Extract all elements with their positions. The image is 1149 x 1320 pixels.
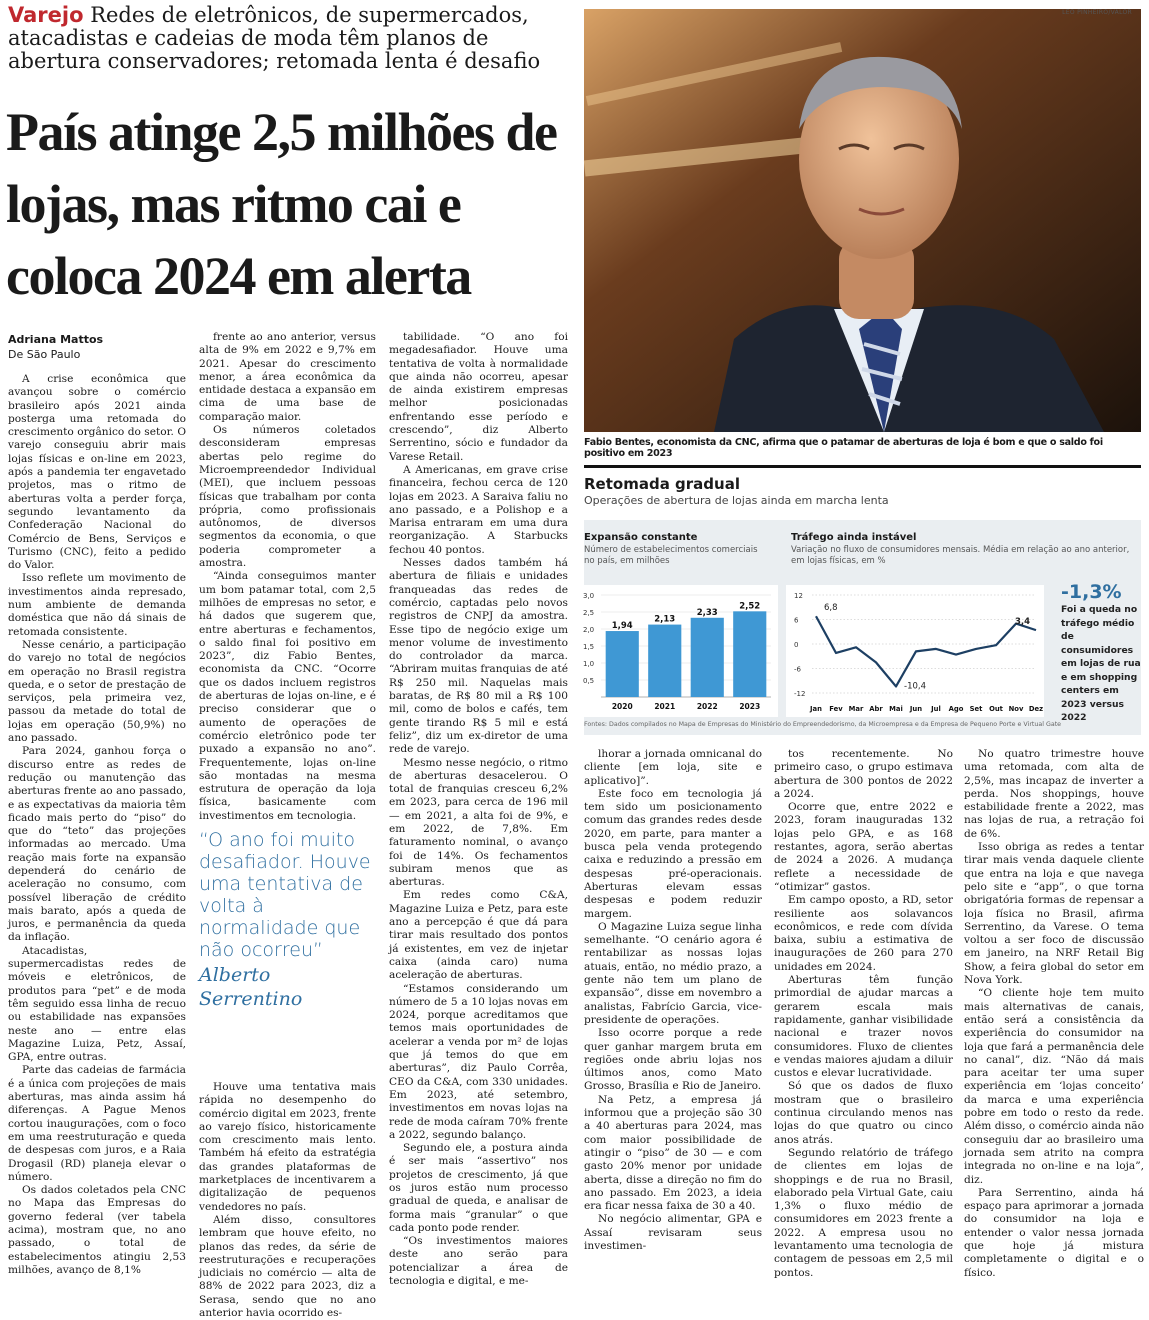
paragraph: Só que os dados de fluxo mostram que o brasileiro continua circulando menos nas lojas do que quatro ou cinco anos atrás.: [774, 1080, 953, 1146]
y-tick-label: -12: [794, 690, 806, 698]
photo-credit: LEO PINHEIRO/VALOR: [1062, 9, 1132, 16]
y-tick-label: 12: [794, 592, 803, 600]
y-tick-label: -6: [794, 665, 801, 674]
x-tick-label: Mai: [889, 705, 903, 713]
paragraph: tabilidade. “O ano foi megadesafiador. Houve uma tentativa de volta à normalidade que ainda não ocorreu, apesar de ainda existirem empresas melhor posicionadas enfrentando esse período e crescendo”, diz Alberto Serrentino, sócio e fundador da Varese Retail.: [389, 331, 568, 463]
y-tick-label: 3,0: [583, 592, 595, 600]
x-tick-label: 2021: [654, 702, 676, 711]
paragraph: Atacadistas, supermercadistas redes de móveis e eletrônicos, de produtos para “pet” e de moda têm seguido essa linha de recuo ou estabilidade nas expansões neste ano — entre elas Magazine Luiza, Petz, Assaí, GPA, entre outras.: [8, 944, 186, 1064]
graphic-title: Retomada gradual: [584, 475, 740, 493]
bar: [648, 625, 681, 697]
bar-value-label: 2,13: [654, 614, 676, 625]
highlight-value: -1,3%: [1061, 581, 1122, 603]
bar: [691, 618, 724, 697]
pull-quote-text: “O ano foi muito desafiador. Houve uma tentativa de volta à normalidade que não ocorreu”: [199, 829, 371, 961]
photo-caption: Fabio Bentes, economista da CNC, afirma que o patamar de aberturas de loja é bom e que o saldo foi positivo em 2023: [584, 437, 1103, 459]
paragraph: Mesmo nesse negócio, o ritmo de aberturas desacelerou. O total de franquias cresceu 6,2% em 2023, para cerca de 196 mil — em 2021, a alta foi de 9%, e em 2022, de 7,8%. Em faturamento nominal, o avanço foi de 14%. Os fechamentos subiram menos que as aberturas.: [389, 756, 568, 889]
bar: [733, 611, 766, 697]
x-tick-label: 2023: [739, 702, 761, 711]
x-tick-label: Ago: [948, 705, 964, 713]
paragraph: “Ainda conseguimos manter um bom patamar total, com 2,5 milhões de empresas no setor, e há dados que sugerem que, entre aberturas e fechamentos, o saldo final foi positivo em 2023”, diz Fabio Bentes, economista da CNC. “Ocorre que os dados incluem registros de aberturas de lojas on-line, e é preciso considerar que o aumento de operações de comércio eletrônico pode ter puxado a expansão no ano”. Frequentemente, lojas on-line são montadas na mesma estrutura de operação da loja física, basicamente com investimentos em tecnologia.: [199, 570, 376, 822]
paragraph: Isso reflete um movimento de investimentos ainda represado, num ambiente de demanda doméstica que não dá sinais de retomada consistente.: [8, 572, 186, 638]
paragraph: frente ao ano anterior, versus alta de 9% em 2022 e 9,7% em 2021. Apesar do crescimento menor, a área econômica da entidade destaca a expansão em cima de uma base de comparação maior.: [199, 331, 376, 423]
paragraph: No quatro trimestre houve uma retomada, com alta de 2,5%, mas incapaz de inverter a perda. Nos shoppings, houve estabilidade frente a 2022, mas nas lojas de rua, a retração foi de 6%.: [964, 748, 1144, 840]
portrait-illustration: [584, 9, 1141, 432]
bar-chart-title: Expansão constante: [584, 532, 698, 543]
series-line: [816, 616, 1036, 686]
paragraph: Houve uma tentativa mais rápida no desempenho do comércio digital em 2023, frente ao varejo físico, historicamente com crescimento mais lento. Também há efeito da estratégia das grandes plataformas de marketplaces de incentivarem a digitalização de pequenos vendedores no país.: [199, 1080, 376, 1213]
section-rule: [584, 465, 1141, 468]
line-chart-subtitle: Variação no fluxo de consumidores mensais. Média em relação ao ano anterior, em lojas físicas, em %: [791, 545, 1130, 566]
paragraph: “Estamos considerando um número de 5 a 10 lojas novas em 2024, porque acreditamos que temos mais oportunidades de acelerar a venda por m² de lojas que já temos do que em aberturas”, diz Paulo Corrêa, CEO da C&A, com 330 unidades. Em 2023, até setembro, investimentos em novas lojas na rede de moda caíram 70% frente a 2022, segundo balanço.: [389, 982, 568, 1141]
paragraph: Aberturas têm função primordial de ajudar marcas a gerarem escala mais rapidamente, ganhar visibilidade nacional e trazer novos consumidores. Fluxo de clientes e vendas maiores ajudam a diluir custos e elevar lucratividade.: [774, 974, 953, 1080]
y-tick-label: 1,5: [583, 643, 595, 651]
x-tick-label: Jun: [909, 705, 923, 713]
author-name: Adriana Mattos: [8, 333, 104, 346]
pull-quote: [199, 829, 379, 1011]
data-label: 3,4: [1014, 617, 1030, 628]
x-tick-label: Mar: [848, 705, 864, 713]
paragraph: Segundo relatório de tráfego de clientes em lojas de shoppings e de rua no Brasil, elaborado pela Virtual Gate, caiu 1,3% o fluxo médio de consumidores em 2023 frente a 2022. A empresa usou no levantamento uma tecnologia de contagem de pessoas em 2,5 mil pontos.: [774, 1146, 953, 1279]
column-2-bottom: [199, 1081, 376, 1320]
x-tick-label: Dez: [1028, 705, 1044, 713]
byline: [8, 333, 103, 361]
x-tick-label: Set: [969, 705, 983, 713]
paragraph: “O cliente hoje tem muito mais alternativas de canais, então será a consistência da experiência do consumidor na loja que fará a permanência dele no canal”, diz. “Não dá mais para aceitar ter uma super experiência em ‘lojas conceito’ da marca e uma experiência pobre em todo o resto da rede. Além disso, o comércio ainda não conseguiu dar ao brasileiro uma jornada sem atrito na compra integrada no on-line e na loja”, diz.: [964, 987, 1144, 1186]
x-tick-label: Out: [989, 705, 1003, 713]
paragraph: lhorar a jornada omnicanal do cliente [em loja, site e aplicativo]”.: [584, 748, 762, 787]
column-2-top: [199, 331, 376, 823]
paragraph: O Magazine Luiza segue linha semelhante. “O cenário agora é rentabilizar as nossas lojas atuais, então, no médio prazo, a gente não tem um plano de expansão”, disse em novembro a analistas, Fabrício Garcia, vice-presidente de operações.: [584, 920, 762, 1026]
paragraph: Além disso, consultores lembram que houve efeito, no planos das redes, da série de reestruturações e recuperações judiciais no comércio — alta de 88% de 2022 para 2023, diz a Serasa, sendo que no ano anterior havia ocorrido es-: [199, 1213, 376, 1320]
paragraph: Ocorre que, entre 2022 e 2023, foram inauguradas 132 lojas pelo GPA, e as 168 restantes, agora, serão abertas de 2024 a 2026. A mudança reflete a necessidade de “otimizar” gastos.: [774, 801, 953, 893]
paragraph: A crise econômica que avançou sobre o comércio brasileiro após 2021 ainda posterga uma retomada do crescimento orgânico do setor. O varejo conseguiu abrir mais lojas físicas e on-line em 2023, após a pandemia ter engavetado projetos, mas o ritmo de aberturas volta a perder força, segundo levantamento da Confederação Nacional do Comércio de Bens, Serviços e Turismo (CNC), feito a pedido do Valor.: [8, 373, 186, 572]
portrait-photo: [584, 9, 1141, 432]
article-column-4: [584, 748, 762, 1252]
data-label: -10,4: [904, 681, 926, 692]
headline: País atinge 2,5 milhões de lojas, mas ritmo cai e coloca 2024 em alerta: [6, 102, 557, 306]
article-column-6: [964, 748, 1144, 1279]
article-column-5: [774, 748, 953, 1279]
paragraph: Parte das cadeias de farmácia é a única com projeções de mais aberturas, mas ainda assim há diferenças. A Pague Menos cortou inaugurações, com o foco em uma reestruturação e queda de despesas com juros, e a Raia Drogasil (RD) planeja elevar o número.: [8, 1064, 186, 1183]
kicker-text: Redes de eletrônicos, de supermercados, atacadistas e cadeias de moda têm planos de abertura conservadores; retomada lenta é desafio: [8, 3, 541, 73]
paragraph: Segundo ele, a postura ainda é ser mais “assertivo” nos projetos de crescimento, já que os juros estão num processo gradual de queda, e analisar de forma mais “granular” o que cada ponto pode render.: [389, 1142, 568, 1234]
paragraph: Os números coletados desconsideram empresas abertas pelo regime do Microempreendedor Individual (MEI), que incluem pessoas físicas que trabalham por conta própria, como profissionais autônomos, de diversos segmentos da economia, o que poderia comprometer a amostra.: [199, 424, 376, 570]
line-chart-title: Tráfego ainda instável: [791, 532, 917, 543]
bar: [606, 631, 639, 697]
data-label: 6,8: [824, 603, 838, 614]
x-tick-label: 2020: [611, 702, 633, 711]
graphic-sources: Fontes: Dados compilados no Mapa de Empresas do Ministério do Empreendedorismo, da Microempresa e da Empresa de Pequeno Porte e Virtual Gate: [584, 721, 1062, 728]
paragraph: Isso obriga as redes a tentar tirar mais venda daquele cliente que entra na loja e que navega pelo site e “app”, o que torna obrigatória formas de repensar a loja física no Brasil, afirma Serrentino, da Varese. O tema voltou a ser foco de discussão em janeiro, na NRF Retail Big Show, a feira global do setor em Nova York.: [964, 841, 1144, 987]
article-column-1: [8, 373, 186, 1276]
paragraph: A Americanas, em grave crise financeira, fechou cerca de 120 lojas em 2023. A Saraiva faliu no ano passado, e a Polishop e a Marisa entraram em uma dura reorganização. A Starbucks fechou 40 pontos.: [389, 463, 568, 556]
paragraph: tos recentemente. No primeiro caso, o grupo estimava abertura de 300 pontos de 2022 a 2024.: [774, 748, 953, 800]
y-tick-label: 1,0: [583, 660, 595, 668]
paragraph: Isso ocorre porque a rede quer ganhar margem bruta em regiões onde abriu lojas nos últimos anos, como Mato Grosso, Brasília e Rio de Janeiro.: [584, 1027, 762, 1093]
bar-chart-subtitle: Número de estabelecimentos comerciais no país, em milhões: [584, 545, 758, 566]
graphic-subtitle: Operações de abertura de lojas ainda em marcha lenta: [584, 494, 889, 507]
y-tick-label: 2,0: [583, 626, 595, 634]
paragraph: No negócio alimentar, GPA e Assaí revisaram seus investimen-: [584, 1213, 762, 1252]
pull-quote-attribution: Alberto Serrentino: [199, 964, 303, 1010]
x-tick-label: Fev: [829, 705, 843, 713]
bar-value-label: 2,33: [696, 607, 718, 618]
paragraph: Os dados coletados pela CNC no Mapa das Empresas do governo federal (ver tabela acima), mostram que, no ano passado, o total de estabelecimentos atingiu 2,53 milhões, avanço de 8,1%: [8, 1184, 186, 1276]
y-tick-label: 6: [794, 616, 799, 625]
highlight-text: Foi a queda no tráfego médio de consumidores em lojas de rua e em shopping centers em 2023 versus 2022: [1061, 604, 1141, 723]
y-tick-label: 0: [794, 641, 799, 649]
x-tick-label: 2022: [696, 702, 718, 711]
paragraph: Para Serrentino, ainda há espaço para aprimorar a jornada do consumidor na loja e entender o valor nessa jornada que hoje já mistura completamente o digital e o físico.: [964, 1186, 1144, 1279]
bar-value-label: 1,94: [611, 621, 633, 632]
kicker: [8, 4, 578, 73]
bar-chart: [579, 585, 778, 717]
bar-value-label: 2,52: [739, 601, 761, 612]
x-tick-label: Abr: [869, 705, 883, 713]
article-column-2: [199, 331, 376, 1320]
bar-chart-panel: [579, 585, 778, 717]
author-location: De São Paulo: [8, 348, 81, 361]
x-tick-label: Jul: [931, 705, 941, 713]
section-tag: Varejo: [8, 3, 84, 27]
article-column-3: [389, 331, 568, 1288]
y-tick-label: 0,5: [583, 677, 595, 685]
paragraph: Em campo oposto, a RD, setor resiliente aos solavancos econômicos, e rede com dívida baixa, subiu a estimativa de inaugurações de 260 para 270 unidades em 2024.: [774, 894, 953, 973]
line-chart: [786, 585, 1044, 717]
paragraph: Para 2024, ganhou força o discurso entre as redes de redução ou manutenção das aberturas frente ao ano passado, e as expectativas da maioria têm ficado mais perto do “piso” do que do “teto” das projeções informadas ao mercado. Uma reação mais forte na expansão dependerá do cenário de aceleração no consumo, com possível liberação de crédito mais barato, após a queda de juros, e permanência da queda da inflação.: [8, 745, 186, 944]
paragraph: Nesse cenário, a participação do varejo no total de negócios em operação no Brasil registra queda, e o setor de prestação de serviços, pela primeira vez, passou da metade do total de lojas em operação (50,9%) no ano passado.: [8, 638, 186, 745]
y-tick-label: 2,5: [583, 609, 595, 617]
paragraph: Nesses dados também há abertura de filiais e unidades franqueadas das redes de comércio, captadas pelo novos registros de CNPJ da amostra. Esse tipo de negócio exige um menor volume de investimento do controlador da marca. “Abriram muitas franquias de até R$ 250 mil. Naquelas mais baratas, de R$ 80 mil a R$ 100 mil, como de bolos e cafés, tem gente tirando R$ 5 mil e está feliz”, diz um ex-diretor de uma rede de varejo.: [389, 557, 568, 756]
line-chart-panel: [786, 585, 1044, 717]
paragraph: “Os investimentos maiores deste ano serão para potencializar a área de tecnologia e digital, e me-: [389, 1235, 568, 1288]
paragraph: Em redes como C&A, Magazine Luiza e Petz, para este ano a percepção é que dá para tirar mais resultado dos pontos já existentes, em vez de injetar caixa (ainda caro) numa aceleração de aberturas.: [389, 889, 568, 982]
paragraph: Este foco em tecnologia já tem sido um posicionamento comum das grandes redes desde 2020, em parte, para manter a busca pela venda protegendo caixa e reduzindo a pressão em despesas pré-operacionais. Aberturas elevam essas despesas e podem reduzir margem.: [584, 787, 762, 920]
paragraph: Na Petz, a empresa já informou que a projeção são 30 a 40 aberturas para 2024, mas com maior possibilidade de atingir o “piso” de 30 — e com gasto 20% menor por unidade aberta, disse a direção no fim do ano passado. Em 2023, a ideia era ficar nessa faixa de 30 a 40.: [584, 1093, 762, 1213]
x-tick-label: Nov: [1008, 705, 1024, 713]
x-tick-label: Jan: [810, 705, 822, 713]
